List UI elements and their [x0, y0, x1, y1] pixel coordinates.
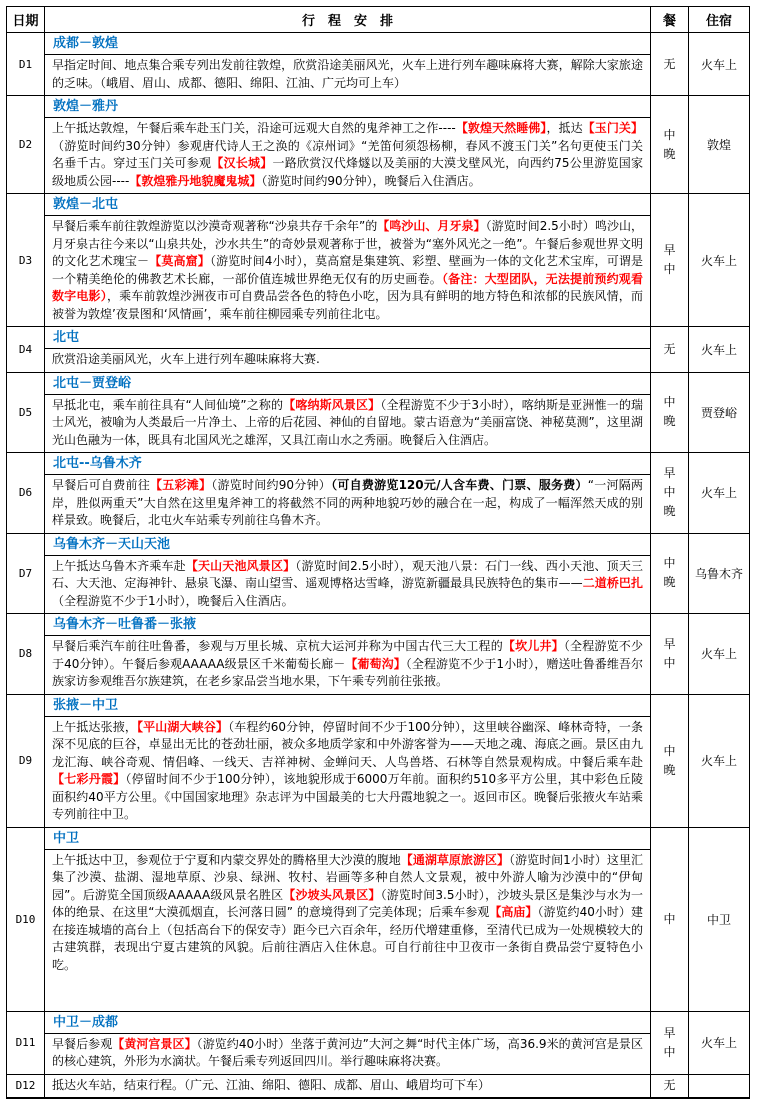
- header-date: 日期: [7, 7, 45, 33]
- meals-cell: [651, 33, 689, 96]
- day-id: D7: [7, 533, 45, 614]
- meals-cell: [651, 327, 689, 373]
- day-description: [45, 118, 650, 193]
- day-row: [7, 194, 750, 327]
- day-id: D8: [7, 614, 45, 695]
- text-segment: 【坎儿井】: [502, 639, 564, 653]
- route-title: 北屯--乌鲁木齐: [45, 453, 650, 475]
- meal-line: 晚: [663, 414, 676, 429]
- text-segment: （备注：大型团队，无法提前预约观看数字电影）: [52, 271, 643, 303]
- day-itinerary-cell: [45, 533, 651, 614]
- text-segment: 上午抵达乌鲁木齐乘车赴: [52, 558, 186, 573]
- meal-line: 早: [663, 466, 676, 481]
- meals-cell: [651, 96, 689, 194]
- route-title: 张掖－中卫: [45, 695, 650, 717]
- day-row: [7, 1011, 750, 1074]
- text-segment: （游览时间4小时），莫高窟是集建筑、彩塑、壁画为一体的文化艺术宝库，可谓是一个精美绝伦的佛教艺术长廊，一部价值连城世界绝无仅有的历史画卷。: [52, 254, 643, 286]
- day-description: [45, 349, 650, 372]
- day-itinerary-cell: [45, 694, 651, 827]
- lodging-cell: 火车上: [689, 694, 750, 827]
- day-id: D1: [7, 33, 45, 96]
- day-row: [7, 533, 750, 614]
- lodging-cell: 火车上: [689, 33, 750, 96]
- day-itinerary-cell: [45, 827, 651, 1011]
- meals-cell: [651, 453, 689, 534]
- day-id: D12: [7, 1074, 45, 1098]
- text-segment: （游览时间3.5小时），沙坡头景区是集沙与水为一体的绝景、在这里“大漠孤烟直，长河落日圆” 的意境得到了完美体现；后乘车参观: [52, 887, 643, 919]
- text-segment: 【沙坡头风景区】: [283, 887, 381, 902]
- meals-cell: [651, 194, 689, 327]
- meal-line: 中: [663, 743, 676, 758]
- route-title: 北屯－贾登峪: [45, 373, 650, 395]
- day-row: [7, 33, 750, 96]
- day-description: [45, 1034, 650, 1074]
- lodging-cell: 敦煌: [689, 96, 750, 194]
- text-segment: （可自费游览120元/人含车费、门票、服务费）: [331, 478, 588, 492]
- lodging-cell: 贾登峪: [689, 372, 750, 453]
- text-segment: 【鸣沙山、月牙泉】: [377, 219, 486, 233]
- text-segment: （车程约60分钟，停留时间不少于100分钟），这里峡谷幽深、峰林奇特，一条深不见底的巨谷，卓显出无比的苍劲壮丽，被众多地质学家和中外游客誉为——天地之魂、海底之画。景区由九龙汇海、峡谷奇观、情侣峰、一线天、吉祥神树、金蝉问天、人鸟兽塔、石林等自然景观构成。中餐后乘车赴: [52, 719, 643, 769]
- day-id: D9: [7, 694, 45, 827]
- day-row: [7, 614, 750, 695]
- day-id: D6: [7, 453, 45, 534]
- table-header-row: [7, 7, 750, 33]
- text-segment: 【葡萄沟】: [345, 656, 406, 671]
- meal-line: 中: [663, 485, 676, 500]
- day-id: D4: [7, 327, 45, 373]
- text-segment: 【高庙】: [489, 905, 538, 919]
- day-id: D5: [7, 372, 45, 453]
- text-segment: 二道桥巴扎: [582, 576, 643, 590]
- header-lodging: 住宿: [689, 7, 750, 33]
- text-segment: （游览时间约90分钟）: [211, 478, 332, 492]
- day-id: D11: [7, 1011, 45, 1074]
- day-id: D2: [7, 96, 45, 194]
- lodging-cell: [689, 1074, 750, 1098]
- text-segment: 抵达火车站，结束行程。（广元、江油、绵阳、德阳、成都、眉山、峨眉均可下车）: [52, 1077, 491, 1092]
- day-description: [45, 216, 650, 326]
- text-segment: ，抵达: [546, 121, 583, 135]
- text-segment: ，乘车前敦煌沙洲夜市可自费品尝各色的特色小吃，因为具有鲜明的地方特色和浓郁的民族风情，而被誉为敦煌’夜景图和‘风情画’，乘车前往柳园乘专列前往北屯。: [52, 289, 643, 321]
- meal-line: 中: [663, 911, 676, 926]
- text-segment: 早餐后乘汽车前往吐鲁番，参观与万里长城、京杭大运河并称为中国古代三大工程的: [52, 639, 503, 653]
- day-description: [45, 850, 650, 1011]
- text-segment: 【敦煌雅丹地貌魔鬼城】: [129, 173, 262, 188]
- text-segment: 欣赏沿途美丽风光，火车上进行列车趣味麻将大赛.: [52, 352, 320, 366]
- meals-cell: [651, 533, 689, 614]
- text-segment: 【喀纳斯风景区】: [283, 397, 381, 412]
- text-segment: 【天山天池风景区】: [185, 558, 296, 573]
- meal-line: 早: [663, 1025, 676, 1040]
- text-segment: 【莫高窟】: [149, 254, 210, 268]
- text-segment: （游览时间约90分钟），晚餐后入住酒店。: [261, 173, 481, 188]
- day-id: D10: [7, 827, 45, 1011]
- text-segment: 【玉门关】: [582, 121, 643, 135]
- meal-line: 中: [663, 655, 676, 670]
- route-title: 成都－敦煌: [45, 33, 650, 55]
- text-segment: 【五彩滩】: [150, 478, 212, 492]
- lodging-cell: 火车上: [689, 1011, 750, 1074]
- meals-cell: [651, 827, 689, 1011]
- day-itinerary-cell: [45, 372, 651, 453]
- text-segment: 【通湖草原旅游区】: [400, 852, 510, 867]
- meal-line: 中: [663, 395, 676, 410]
- text-segment: （游览时间约30分钟）参观唐代诗人王之涣的《凉州词》“羌笛何须怨杨柳，春风不渡玉门关”名句更使玉门关名垂千古。穿过玉门关可参观: [52, 138, 643, 170]
- lodging-cell: 乌鲁木齐: [689, 533, 750, 614]
- day-description: [45, 395, 650, 453]
- lodging-cell: 火车上: [689, 194, 750, 327]
- lodging-cell: 火车上: [689, 327, 750, 373]
- text-segment: （停留时间不少于100分钟），该地貌形成于6000万年前。面积约510多平方公里，其中彩色丘陵面积约40平方公里。《中国国家地理》杂志评为中国最美的七大丹霞地貌之一。返回市区。晚餐后张掖火车站乘专列前往中卫。: [52, 772, 643, 821]
- text-segment: 早餐后乘车前往敦煌游览以沙漠奇观著称“沙泉共存千余年”的: [52, 219, 378, 233]
- day-row: [7, 372, 750, 453]
- text-segment: 【敦煌天然睡佛】: [455, 121, 547, 135]
- day-itinerary-cell: [45, 96, 651, 194]
- meals-cell: [651, 372, 689, 453]
- text-segment: （全程游览不少于1小时），晚餐后入住酒店。: [52, 593, 294, 608]
- text-segment: 上午抵达中卫，参观位于宁夏和内蒙交界处的腾格里大沙漠的腹地: [52, 852, 401, 867]
- day-id: D3: [7, 194, 45, 327]
- route-title: 敦煌－北屯: [45, 194, 650, 216]
- day-itinerary-cell: [45, 453, 651, 534]
- day-description: [45, 55, 650, 95]
- day-row: [7, 453, 750, 534]
- text-segment: 一路欣赏汉代烽燧以及美丽的大漠戈壁风光，向西约75公里游览国家级地质公园----: [52, 156, 643, 188]
- meal-line: 中: [663, 556, 676, 571]
- header-meals: 餐: [651, 7, 689, 33]
- meal-line: 晚: [663, 504, 676, 519]
- day-row: [7, 327, 750, 373]
- meal-line: 无: [663, 341, 676, 356]
- meal-line: 无: [663, 56, 676, 71]
- day-row: [7, 1074, 750, 1098]
- text-segment: （游览约40小时）坐落于黄河边”大河之舞“时代主体广场，高36.9米的黄河宫是景区的核心建筑，外形为水滴状。午餐后乘专列返回四川。举行趣味麻将决赛。: [52, 1036, 643, 1068]
- text-segment: 【平山湖大峡谷】: [137, 719, 229, 734]
- text-segment: 上午抵达张掖，: [52, 719, 137, 734]
- meals-cell: [651, 1074, 689, 1098]
- text-segment: 【黄河宫景区】: [112, 1036, 197, 1051]
- text-segment: 上午抵达敦煌，午餐后乘车赴玉门关，沿途可远观大自然的鬼斧神工之作----: [52, 121, 456, 135]
- text-segment: 【七彩丹霞】: [52, 772, 126, 786]
- day-description: [45, 475, 650, 533]
- day-itinerary-cell: [45, 194, 651, 327]
- meal-line: 晚: [663, 762, 676, 777]
- route-title: 中卫－成都: [45, 1012, 650, 1034]
- day-itinerary-cell: [45, 1011, 651, 1074]
- day-itinerary-cell: [45, 1074, 651, 1098]
- text-segment: “一河隔两岸，胜似两重天”大自然在这里鬼斧神工的将截然不同的两种地貌巧妙的融合在一起，构成了一幅浑然天成的别样景致。晚餐后，北屯火车站乘专列前往乌鲁木齐。: [52, 478, 643, 527]
- text-segment: （游览时间2.5小时）鸣沙山，月牙泉古往今来以“山泉共处，沙水共生”的奇妙景观著称于世，被誉为“塞外风光之一绝”。午餐后参观世界文明的文化艺术瑰宝－: [52, 219, 644, 268]
- meal-line: 晚: [663, 146, 676, 161]
- lodging-cell: 火车上: [689, 614, 750, 695]
- day-description: [45, 1075, 650, 1098]
- meal-line: 早: [663, 636, 676, 651]
- meal-line: 晚: [663, 575, 676, 590]
- text-segment: （游览约40小时）建在接连城墙的高台上（包括高台下的保安寺）距今已六百余年，经历代增建重修，至清代已成为一处规模较大的古建筑群，表现出宁夏古建筑的风貌。后前往酒店入住休息。可自行前往中卫夜市一条街自费品尝宁夏特色小吃。: [52, 905, 643, 972]
- meal-line: 中: [663, 262, 676, 276]
- day-itinerary-cell: [45, 33, 651, 96]
- day-description: [45, 556, 650, 614]
- day-row: [7, 694, 750, 827]
- day-itinerary-cell: [45, 614, 651, 695]
- meals-cell: [651, 1011, 689, 1074]
- text-segment: （全程游览不少于40分钟）。午餐后参观AAAAA级景区千米葡萄长廊－: [52, 639, 643, 671]
- meals-cell: [651, 694, 689, 827]
- meal-line: 中: [663, 1044, 676, 1059]
- text-segment: （全程游览不少于3小时），喀纳斯是亚洲惟一的瑞士风光，被喻为人类最后一片净土、上帝的后花园、神仙的自留地。蒙古语意为“美丽富饶、神秘莫测”，这里湖光山色融为一体，既具有北国风光之雄浑，又具江南山水之秀丽。晚餐后入住酒店。: [52, 397, 643, 447]
- text-segment: 早餐后参观: [52, 1036, 113, 1051]
- day-description: [45, 636, 650, 694]
- text-segment: 早抵北屯，乘车前往具有“人间仙境”之称的: [52, 397, 284, 412]
- day-row: [7, 827, 750, 1011]
- route-title: 乌鲁木齐－天山天池: [45, 534, 650, 556]
- meal-line: 早: [663, 243, 676, 257]
- text-segment: 早餐后可自费前往: [52, 478, 151, 492]
- meal-line: 中: [663, 127, 676, 142]
- day-description: [45, 717, 650, 827]
- lodging-cell: 中卫: [689, 827, 750, 1011]
- route-title: 敦煌－雅丹: [45, 96, 650, 118]
- text-segment: （全程游览不少于1小时），赠送吐鲁番维吾尔族家访参观维吾尔族建筑，在老乡家品尝当地水果，下午乘专列前往张掖。: [52, 656, 644, 688]
- route-title: 北屯: [45, 327, 650, 349]
- meals-cell: [651, 614, 689, 695]
- day-itinerary-cell: [45, 327, 651, 373]
- text-segment: 早指定时间、地点集合乘专列出发前往敦煌，欣赏沿途美丽风光，火车上进行列车趣味麻将大赛，解除大家旅途的乏味。（峨眉、眉山、成都、德阳、绵阳、江油、广元均可上车）: [52, 58, 643, 90]
- meal-line: 无: [663, 1078, 676, 1093]
- text-segment: （游览时间2.5小时），观天池八景：石门一线、西小天池、顶天三石、大天池、定海神针、悬泉飞瀑、南山望雪、遥观博格达雪峰，游览新疆最具民族特色的集市——: [52, 558, 643, 590]
- route-title: 中卫: [45, 828, 650, 850]
- text-segment: 【汉长城】: [211, 156, 273, 170]
- header-itinerary: 行 程 安 排: [45, 7, 651, 33]
- text-segment: （游览时间1小时）这里汇集了沙漠、盐湖、湿地草原、沙泉、绿洲、牧村、岩画等多种自然人文景观，被中外游人喻为沙漠中的“伊甸园”。后游览全国顶级AAAAA级风景名胜区: [52, 852, 643, 902]
- itinerary-table: [6, 6, 750, 1099]
- day-row: [7, 96, 750, 194]
- lodging-cell: 火车上: [689, 453, 750, 534]
- route-title: 乌鲁木齐－吐鲁番－张掖: [45, 614, 650, 636]
